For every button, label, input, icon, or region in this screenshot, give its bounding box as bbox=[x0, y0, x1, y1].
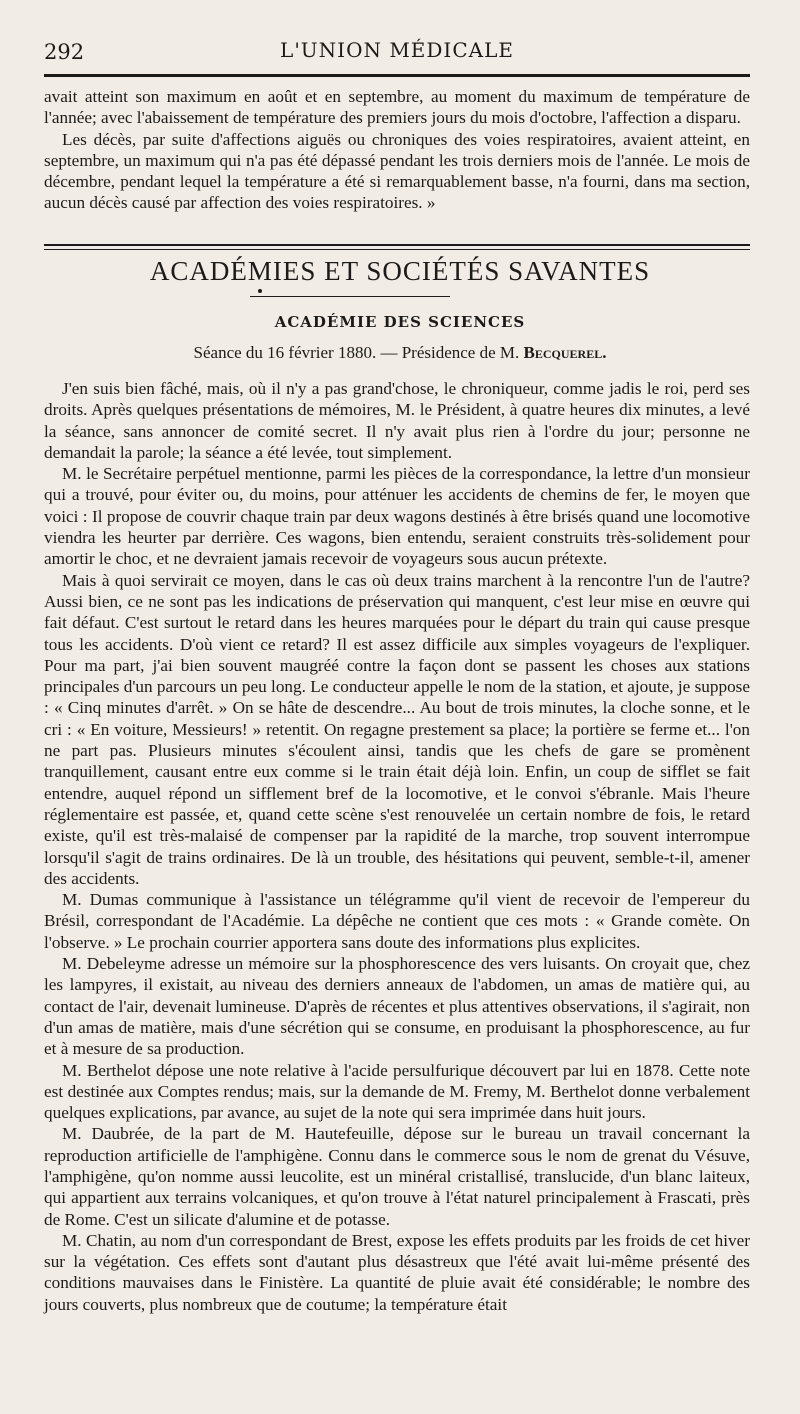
top-text-block bbox=[44, 86, 750, 214]
section-rule-thin bbox=[44, 249, 750, 250]
paragraph: M. le Secrétaire perpétuel mentionne, parmi les pièces de la correspondance, la lettre d'un monsieur qui a trouvé, pour éviter ou, du moins, pour atténuer les accidents de chemins de fer, le moyen que voici : Il propose de couvrir chaque train par deux wagons destinés à être brisés quand une locomotive viendra les heurter par derrière. Ces wagons, bien entendu, seraient construits très-solidement pour amortir le choc, et ne devraient jamais recevoir de voyageurs sous aucun prétexte. bbox=[44, 464, 750, 569]
page-number: 292 bbox=[44, 40, 85, 64]
paragraph: Mais à quoi servirait ce moyen, dans le cas où deux trains marchent à la rencontre l'un de l'autre? Aussi bien, ce ne sont pas les indications de préservation qui manquent, c'est leur mise en œuvre qui fait défaut. C'est surtout le retard dans les heures marquées pour le départ du train qui cause presque tous les accidents. D'où vient ce retard? Il est assez difficile aux simples voyageurs de l'expliquer. Pour ma part, j'ai bien souvent maugréé contre la façon dont se passent les choses aux stations principales d'un parcours un peu long. Le conducteur appelle le nom de la station, et ajoute, je suppose : « Cinq minutes d'arrêt. » On se hâte de descendre... Au bout de trois minutes, la cloche sonne, et le cri : « En voiture, Messieurs! » retentit. On regagne prestement sa place; la portière se ferme et... l'on ne part pas. Plusieurs minutes s'écoulent ainsi, tandis que les chefs de gare se promènent tranquillement, causant entre eux comme si le train était déjà loin. Enfin, un coup de sifflet se fait entendre, auquel répond un sifflement bref de la locomotive, et le convoi s'ébranle. Mais l'heure réglementaire est passée, et, quand cette scène s'est renouvelée un certain nombre de fois, le retard existe, qu'il est très-malaisé de compenser par la rapidité de la marche, trop souvent interrompue lorsqu'il s'agit de trains ordinaires. De là un trouble, des hésitations qui peuvent, semble-t-il, amener des accidents. bbox=[44, 570, 750, 888]
session-line bbox=[0, 343, 800, 363]
page-header bbox=[44, 36, 750, 70]
paragraph: M. Daubrée, de la part de M. Hautefeuille, dépose sur le bureau un travail concernant la reproduction artificielle de l'amphigène. Connu dans le commerce sous le nom de grenat du Vésuve, l'amphigène, qu'on nomme aussi leucolite, est un minéral cristallisé, translucide, d'un blanc laiteux, qui appartient aux terrains volcaniques, et qu'on trouve à l'état naturel principalement à Frascati, près de Rome. C'est un silicate d'alumine et de potasse. bbox=[44, 1124, 750, 1229]
paragraph: M. Chatin, au nom d'un correspondant de Brest, expose les effets produits par les froids de cet hiver sur la végétation. Ces effets sont d'autant plus désastreux que l'été avait lui-même présenté des conditions mauvaises dans le Finistère. La quantité de pluie avait été considérable; le nombre des jours couverts, plus nombreux que de coutume; la température était bbox=[44, 1230, 750, 1314]
president-name: Becquerel. bbox=[523, 343, 607, 362]
paragraph: J'en suis bien fâché, mais, où il n'y a pas grand'chose, le chroniqueur, comme jadis le roi, perd ses droits. Après quelques présentations de mémoires, M. le Président, à quatre heures dix minutes, a levé la séance, sans annoncer de comité secret. Il n'y avait plus rien à l'ordre du jour; personne ne demandait la parole; la séance a été levée, tout simplement. bbox=[44, 379, 750, 462]
paragraph: M. Berthelot dépose une note relative à l'acide persulfurique découvert par lui en 1878. Cette note est destinée aux Comptes rendus; mais, sur la demande de M. Fremy, M. Berthelot donne verbalement quelques explications, par avance, au sujet de la note qui sera imprimée dans huit jours. bbox=[44, 1060, 750, 1123]
paragraph: avait atteint son maximum en août et en septembre, au moment du maximum de température de l'année; avec l'abaissement de température des premiers jours du mois d'octobre, l'affection a disparu. bbox=[44, 87, 750, 128]
title-underline bbox=[250, 296, 450, 297]
section-rule-thick bbox=[44, 244, 750, 246]
paragraph: Les décès, par suite d'affections aiguës ou chroniques des voies respiratoires, avaient atteint, en septembre, un maximum qui n'a pas été dépassé pendant les trois derniers mois de l'année. Le mois de décembre, pendant lequel la température a été si remarquablement basse, n'a fourni, dans ma section, aucun décès causé par affection des voies respiratoires. » bbox=[44, 129, 750, 213]
ornament-dot bbox=[258, 289, 262, 293]
paragraph: M. Dumas communique à l'assistance un télégramme qu'il vient de recevoir de l'empereur du Brésil, correspondant de l'Académie. La dépêche ne contient que ces mots : « Grande comète. On l'observe. » Le prochain courrier apportera sans doute des informations plus explicites. bbox=[44, 890, 750, 952]
session-text: Séance du 16 février 1880. — Présidence de M. bbox=[193, 343, 524, 362]
journal-title: L'UNION MÉDICALE bbox=[280, 38, 514, 62]
main-text-block bbox=[44, 378, 750, 1315]
academy-heading: ACADÉMIE DES SCIENCES bbox=[274, 313, 526, 331]
section-title: ACADÉMIES ET SOCIÉTÉS SAVANTES bbox=[149, 256, 651, 286]
paragraph: M. Debeleyme adresse un mémoire sur la phosphorescence des vers luisants. On croyait que, chez les lampyres, il existait, au niveau des derniers anneaux de l'abdomen, un amas de matière qui, au contact de l'air, devenait lumineuse. D'après de récentes et plus attentives observations, il s'agirait, non d'un amas de matière, mais d'une sécrétion qui se consume, en produisant la phosphorescence, au fur et à mesure de sa production. bbox=[44, 954, 750, 1059]
header-rule bbox=[44, 74, 750, 77]
